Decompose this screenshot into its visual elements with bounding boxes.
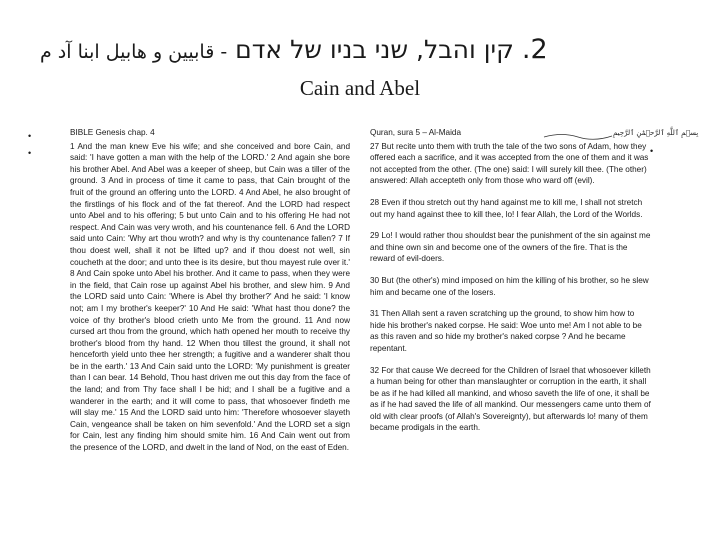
title-hebrew: קין והבל, שני בניו של אדם — [235, 35, 514, 64]
quran-verse: 31 Then Allah sent a raven scratching up the ground, to show him how to hide his brother's naked corpse. He said: Woe unto me! Am I not able to be as this raven and so hide my brother's naked corpse ? And he became repentant. — [370, 309, 642, 353]
quran-verse: 27 But recite unto them with truth the tale of the two sons of Adam, how they offered each a sacrifice, and it was accepted from the one of them and it was not accepted from the other. (The one) said: I will surely kill thee. (The other) answered: Allah accepteth only from those who ward off (evil). — [370, 141, 649, 186]
quran-verse: 32 For that cause We decreed for the Children of Israel that whosoever killeth a human being for other than manslaughter or corruption in the earth, it shall be as if he had killed all mankind, and whoso saveth the life of one, it shall be as if he had saved the life of all mankind. Our messengers came unto them of old with clear proofs (of Allah's Sovereignty), but afterwards lo! many of them became prodigals in the earth. — [370, 365, 651, 433]
quran-verse: 28 Even if thou stretch out thy hand against me to kill me, I shall not stretch out my hand against thee to kill thee, lo! I fear Allah, the Lord of the Worlds. — [370, 197, 643, 219]
bible-text: 1 And the man knew Eve his wife; and she conceived and bore Cain, and said: 'I have gotten a man with the help of the LORD.' 2 And again she bore his brother Abel. And Abel was a keeper of sheep, but Cain was a tiller of the ground. 3 And in process of time it came to pass, that Cain brought of the fruit of the ground an offering unto the LORD. 4 And Abel, he also brought of the firstlings of his flock and of the fat thereof. And the LORD had respect unto Abel and to his offering; 5 but unto Cain and to his offering He had not respect. And Cain was very wroth, and his countenance fell. 6 And the LORD said unto Cain: 'Why art thou wroth? and why is thy countenance fallen? 7 If thou doest well, shall it not be lifted up? and if thou doest not well, sin coucheth at the door; and unto thee is its desire, but thou mayest rule over it.' 8 And Cain spoke unto Abel his brother. And it came to pass, when they were in the field, that Cain rose up against Abel his brother, and slew him. 9 And the LORD said unto Cain: 'Where is Abel thy brother?' And he said: 'I know not; am I my brother's keeper?' 10 And He said: 'What hast thou done? the voice of thy brother's blood crieth unto Me from the ground. 11 And now cursed art thou from the ground, which hath opened her mouth to receive thy brother's blood from thy hand. 12 When thou tillest the ground, it shall not henceforth yield unto thee her strength; a fugitive and a wanderer shalt thou be in the earth.' 13 And Cain said unto the LORD: 'My punishment is greater than I can bear. 14 Behold, Thou hast driven me out this day from the face of the land; and from Thy face shall I be hid; and I shall be a fugitive and a wanderer in the earth; and it will come to pass, that whosoever findeth me will slay me.' 15 And the LORD said unto him: 'Therefore whosoever slayeth Cain, vengeance shall be taken on him sevenfold.' And the LORD set a sign for Cain, lest any finding him should smite him. 16 And Cain went out from the presence of the LORD, and dwelt in the land of Nod, on the east of Eden. — [70, 141, 350, 453]
bullet-marker: • — [28, 131, 32, 141]
quran-verse: 30 But (the other's) mind imposed on him the killing of his brother, so he slew him and became one of the losers. — [370, 275, 649, 297]
slide-subtitle: Cain and Abel — [299, 76, 421, 100]
bible-heading: BIBLE Genesis chap. 4 — [70, 128, 155, 137]
slide-title — [40, 34, 690, 65]
bible-column — [70, 127, 350, 454]
title-arabic: - قابيين و هابيل ابنا آد م — [40, 41, 228, 63]
title-number: 2. — [521, 34, 548, 65]
quran-column — [370, 127, 652, 444]
quran-heading: Quran, sura 5 – Al-Maida — [370, 128, 462, 137]
bullet-marker: • — [650, 146, 654, 156]
calligraphy-text: بِسۡمِ ٱللَّهِ ٱلرَّحۡمَٰنِ ٱلرَّحِيمِ — [613, 129, 699, 137]
quran-verse: 29 Lo! I would rather thou shouldst bear the punishment of the sin against me and thine own sin and become one of the owners of the fire. That is the reward of evil-doers. — [370, 231, 651, 264]
left-bullets — [28, 128, 31, 162]
bullet-marker: • — [28, 148, 32, 158]
